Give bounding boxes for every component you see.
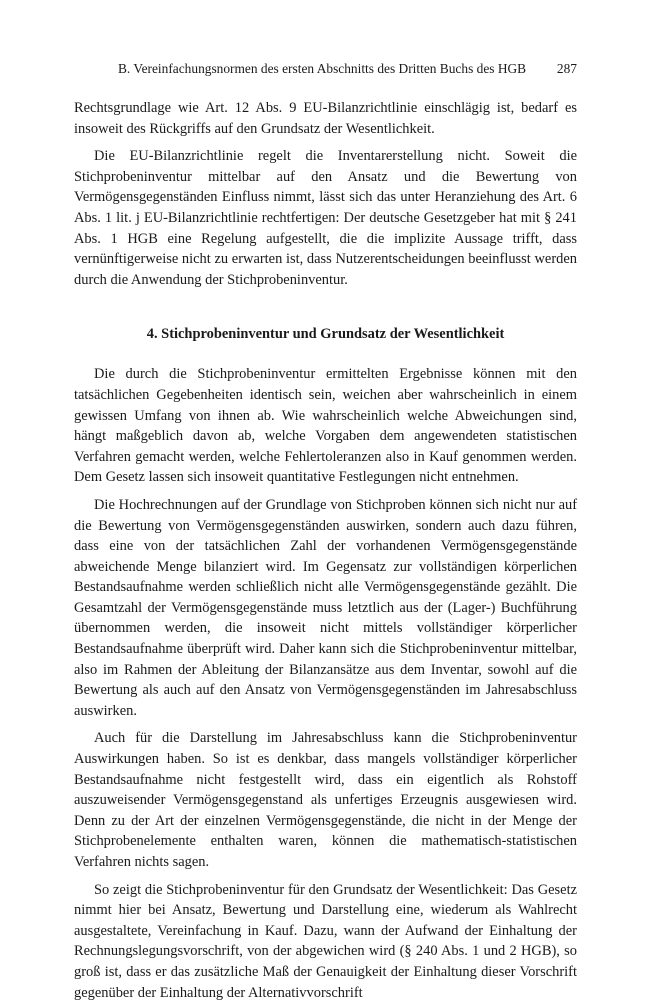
section-heading: 4. Stichprobeninventur und Grundsatz der Wesentlichkeit (146, 326, 505, 343)
paragraph-3: Die durch die Stichprobeninventur ermittelten Ergebnisse können mit den tatsächlichen Gegebenheiten identisch sein, weichen aber wahrscheinlich in einem gewissen Umfang von ihnen ab. Wie wahrscheinlich welche Abweichungen sind, hängt maßgeblich davon ab, welche Vorgaben dem angewendeten statistischen Verfahren gemacht werden, welche Fehlertoleranzen also in Kauf genommen werden. Dem Gesetz lassen sich insoweit quantitative Festlegungen nicht entnehmen. (74, 366, 577, 486)
paragraph-5: Auch für die Darstellung im Jahresabschluss kann die Stichprobeninventur Auswirkungen haben. So ist es denkbar, dass mangels vollständiger körperlicher Bestandsaufnahme nicht festgestellt wird, dass ein eigentlich als Rohstoff auszuweisender Vermögensgegenstand als unfertiges Erzeugnis ausgewiesen wird. Denn zu der Art der einzelnen Vermögensgegenstände, die nicht in der Menge der Stichprobenelemente enthalten waren, können die mathematisch-statistischen Verfahren nichts sagen. (74, 730, 577, 870)
book-page (74, 60, 577, 1003)
running-header (74, 60, 577, 78)
paragraph-4: Die Hochrechnungen auf der Grundlage von Stichproben können sich nicht nur auf die Bewertung von Vermögensgegenständen auswirken, sondern auch dazu führen, dass eine von der tatsächlichen Zahl der vorhandenen Vermögensgegenstände abweichende Menge bilanziert wird. Im Gegensatz zur vollständigen körperlichen Bestandsaufnahme werden schließlich nicht alle Vermögensgegenstände gezählt. Die Gesamtzahl der Vermögensgegenstände muss letztlich aus der (Lager-) Buchführung übernommen werden, die insoweit nicht mittels vollständiger körperlicher Bestandsaufnahme überprüft wird. Daher kann sich die Stichprobeninventur mittelbar, also im Rahmen der Ableitung der Bilanzansätze aus dem Inventar, sowohl auf die Bewertung als auch auf den Ansatz von Vermögensgegenständen im Jahresabschluss auswirken. (74, 496, 577, 719)
paragraph-1: Rechtsgrundlage wie Art. 12 Abs. 9 EU-Bilanzrichtlinie einschlägig ist, bedarf es insoweit des Rückgriffs auf den Grundsatz der Wesentlichkeit. (74, 100, 577, 137)
running-title: B. Vereinfachungsnormen des ersten Abschnitts des Dritten Buchs des HGB (118, 61, 527, 76)
page-number: 287 (556, 61, 577, 76)
paragraph-6: So zeigt die Stichprobeninventur für den Grundsatz der Wesentlichkeit: Das Gesetz nimmt hier bei Ansatz, Bewertung und Darstellung eine, wiederum als Wahlrecht ausgestaltete, Vereinfachung in Kauf. Dazu, wann der Aufwand der Einhaltung der Rechnungslegungsvorschrift, von der abgewichen wird (§ 240 Abs. 1 und 2 HGB), so groß ist, dass er das zusätzliche Maß der Genauigkeit der Einhaltung dieser Vorschrift gegenüber der Einhaltung der Alternativvorschrift (74, 881, 577, 1001)
paragraph-2: Die EU-Bilanzrichtlinie regelt die Inventarerstellung nicht. Soweit die Stichprobeninventur mittelbar auf den Ansatz und die Bewertung von Vermögensgegenständen Einfluss nimmt, lässt sich das unter Heranziehung des Art. 6 Abs. 1 lit. j EU-Bilanzrichtlinie rechtfertigen: Der deutsche Gesetzgeber hat mit § 241 Abs. 1 HGB eine Regelung aufgestellt, die die implizite Aussage trifft, dass vernünftigerweise nicht zu erwarten ist, dass Nutzerentscheidungen beeinflusst werden durch die Anwendung der Stichprobeninventur. (74, 148, 577, 288)
